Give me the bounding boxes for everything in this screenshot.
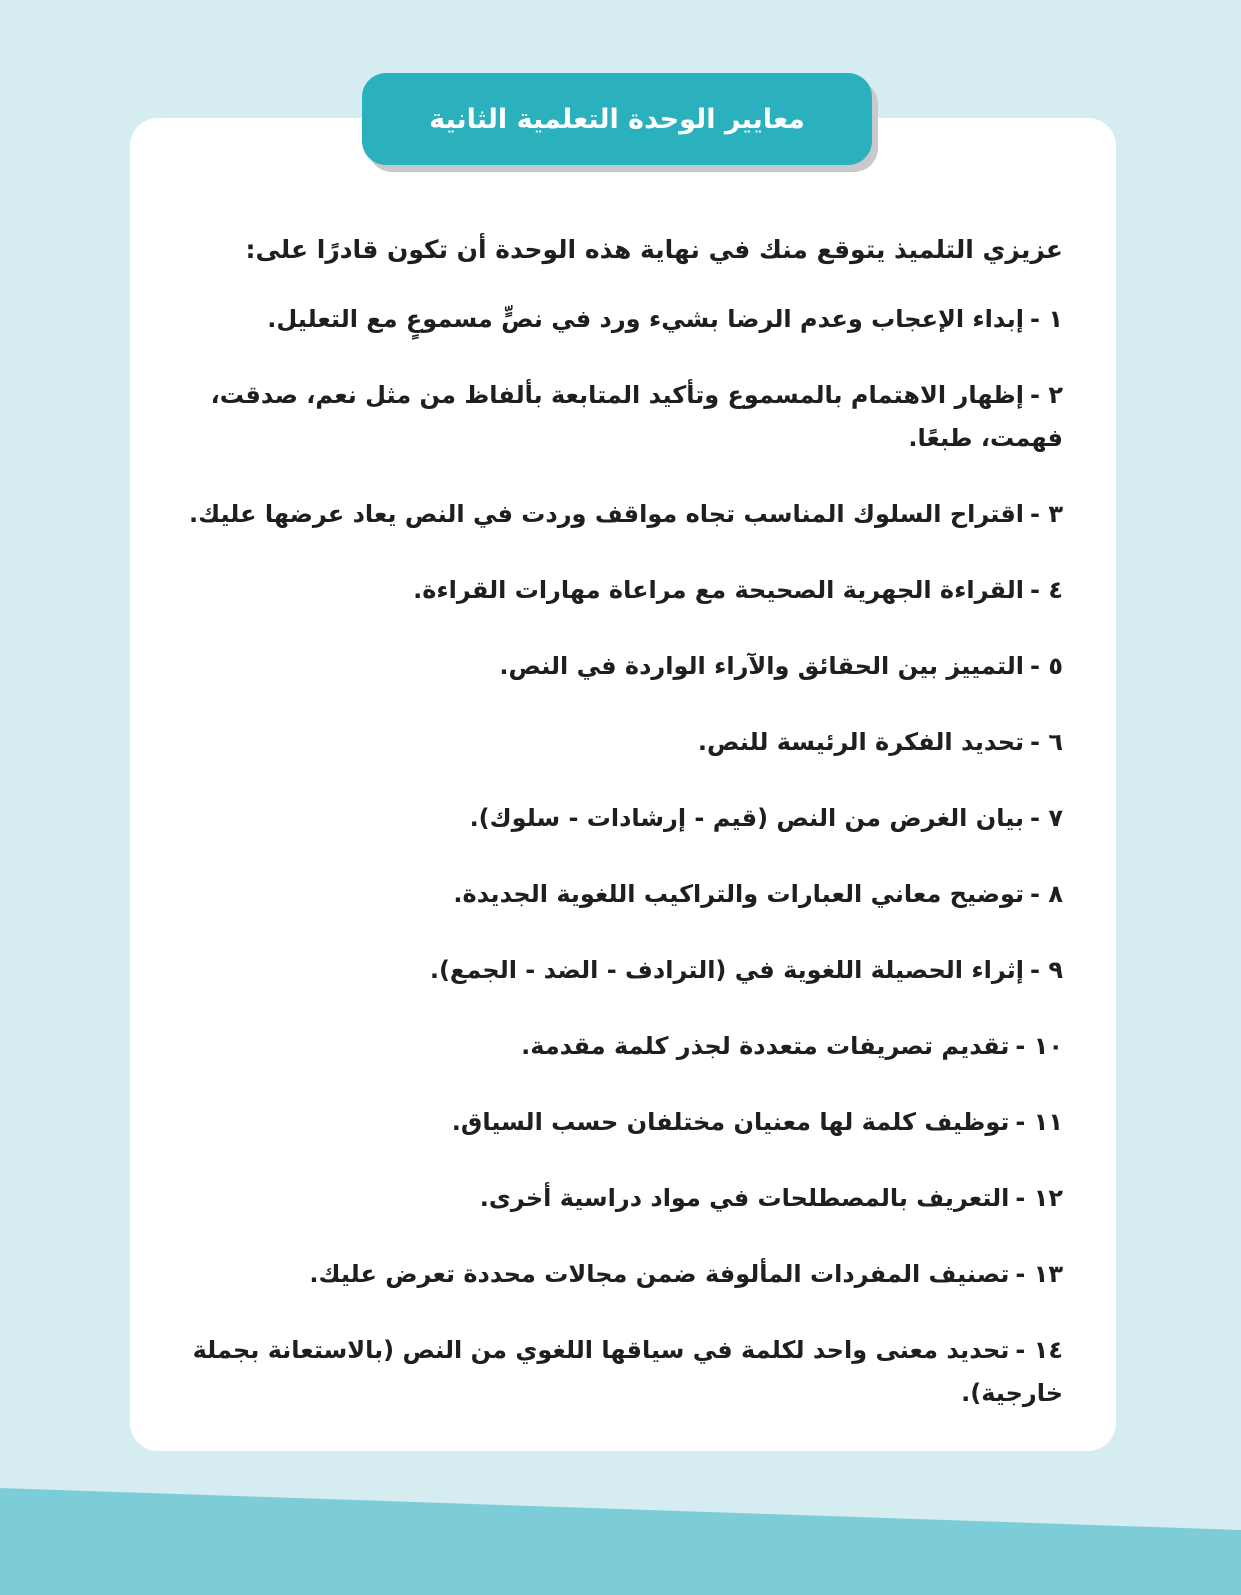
criteria-item [173,721,1063,764]
criteria-item [173,1329,1063,1415]
criteria-number: ٥ - [1030,652,1063,680]
bottom-decorative-band [0,1470,1241,1595]
criteria-number: ٨ - [1030,880,1063,908]
criteria-item [173,645,1063,688]
criteria-item [173,873,1063,916]
criteria-item [173,569,1063,612]
criteria-list [173,298,1063,1415]
criteria-item [173,374,1063,460]
criteria-text: إبداء الإعجاب وعدم الرضا بشيء ورد في نصٍّ مسموعٍ مع التعليل. [267,305,1025,333]
criteria-text: بيان الغرض من النص (قيم - إرشادات - سلوك). [469,804,1025,832]
criteria-number: ٣ - [1030,500,1063,528]
criteria-text: تقديم تصريفات متعددة لجذر كلمة مقدمة. [521,1032,1010,1060]
header-banner [362,73,872,165]
criteria-text: توظيف كلمة لها معنيان مختلفان حسب السياق. [451,1108,1010,1136]
criteria-item [173,1177,1063,1220]
criteria-text: التمييز بين الحقائق والآراء الواردة في النص. [499,652,1025,680]
page-title: معايير الوحدة التعلمية الثانية [429,103,805,135]
criteria-text: تحديد معنى واحد لكلمة في سياقها اللغوي من النص (بالاستعانة بجملة خارجية). [192,1336,1063,1407]
intro-text: عزيزي التلميذ يتوقع منك في نهاية هذه الوحدة أن تكون قادرًا على: [245,235,1063,264]
criteria-item [173,797,1063,840]
criteria-number: ٧ - [1030,804,1063,832]
criteria-item [173,1101,1063,1144]
criteria-number: ٩ - [1030,956,1063,984]
criteria-text: اقتراح السلوك المناسب تجاه مواقف وردت في النص يعاد عرضها عليك. [189,500,1025,528]
criteria-number: ١١ - [1015,1108,1063,1136]
criteria-number: ٤ - [1030,576,1063,604]
criteria-item [173,1025,1063,1068]
criteria-number: ١٢ - [1015,1184,1063,1212]
criteria-number: ١ - [1030,305,1063,333]
criteria-content [173,228,1063,1448]
criteria-text: التعريف بالمصطلحات في مواد دراسية أخرى. [479,1184,1010,1212]
criteria-text: توضيح معاني العبارات والتراكيب اللغوية الجديدة. [453,880,1025,908]
criteria-number: ٢ - [1030,381,1063,409]
criteria-number: ١٣ - [1015,1260,1063,1288]
criteria-item [173,298,1063,341]
criteria-text: إظهار الاهتمام بالمسموع وتأكيد المتابعة بألفاظ من مثل نعم، صدقت، فهمت، طبعًا. [210,381,1063,452]
criteria-text: إثراء الحصيلة اللغوية في (الترادف - الضد - الجمع). [429,956,1025,984]
criteria-text: تصنيف المفردات المألوفة ضمن مجالات محددة تعرض عليك. [309,1260,1010,1288]
criteria-text: تحديد الفكرة الرئيسة للنص. [697,728,1025,756]
criteria-item [173,949,1063,992]
criteria-item [173,1253,1063,1296]
criteria-text: القراءة الجهرية الصحيحة مع مراعاة مهارات القراءة. [413,576,1025,604]
criteria-number: ٦ - [1030,728,1063,756]
criteria-number: ١٠ - [1015,1032,1063,1060]
criteria-item [173,493,1063,536]
criteria-number: ١٤ - [1015,1336,1063,1364]
